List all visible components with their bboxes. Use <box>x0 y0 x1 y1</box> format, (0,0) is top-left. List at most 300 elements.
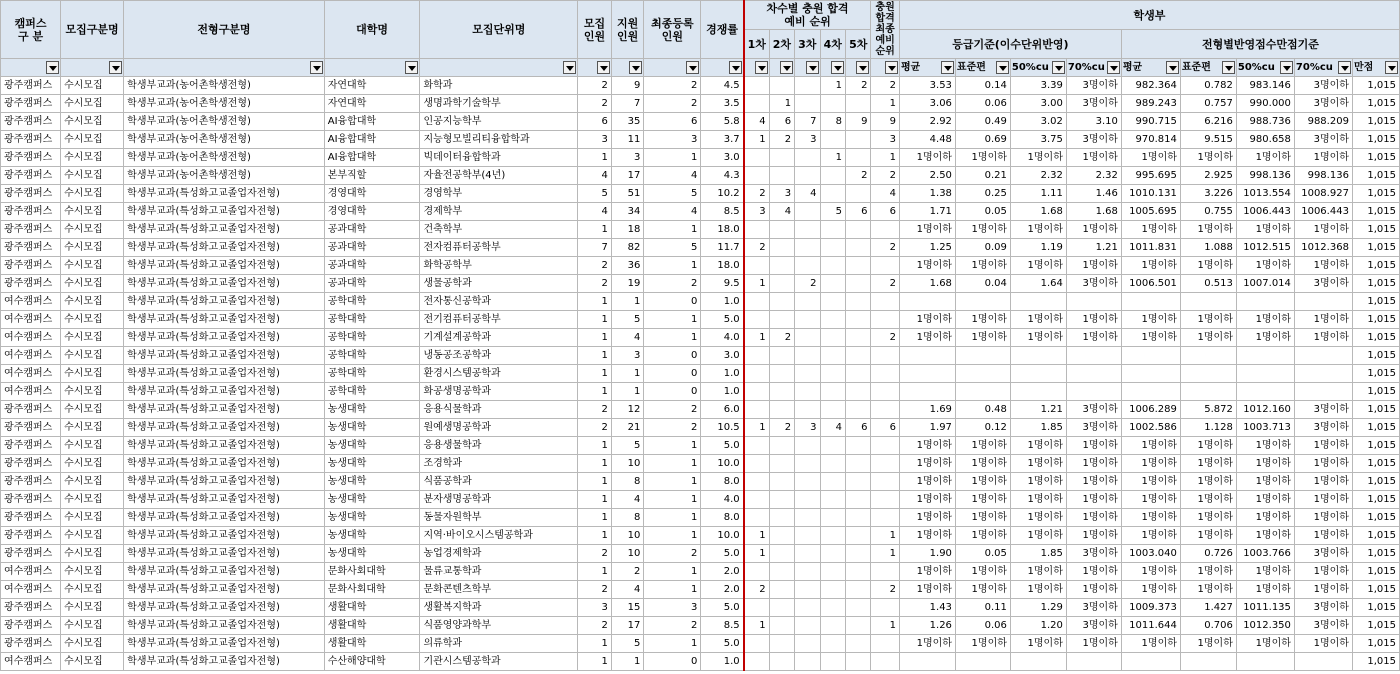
cell-s-50[interactable]: 1명이하 <box>1236 581 1294 599</box>
cell-admission-type[interactable]: 학생부교과(특성화고교졸업자전형) <box>124 221 325 239</box>
cell-g-std[interactable]: 0.06 <box>955 95 1010 113</box>
cell-s-70[interactable]: 1명이하 <box>1294 311 1352 329</box>
cell-college[interactable]: 농생대학 <box>324 455 420 473</box>
cell-w5[interactable] <box>845 95 870 113</box>
cell-unit[interactable]: 식품공학과 <box>420 473 578 491</box>
cell-s-70[interactable]: 3명이하 <box>1294 275 1352 293</box>
cell-unit[interactable]: 냉동공조공학과 <box>420 347 578 365</box>
cell-w3[interactable] <box>795 491 820 509</box>
cell-g-70[interactable]: 1명이하 <box>1066 563 1121 581</box>
cell-campus[interactable]: 광주캠퍼스 <box>1 203 61 221</box>
cell-campus[interactable]: 광주캠퍼스 <box>1 455 61 473</box>
cell-w5[interactable] <box>845 383 870 401</box>
cell-recruit-type[interactable]: 수시모집 <box>61 131 124 149</box>
cell-w2[interactable]: 2 <box>769 419 794 437</box>
cell-w5[interactable] <box>845 617 870 635</box>
cell-unit[interactable]: 기계설계공학과 <box>420 329 578 347</box>
cell-w4[interactable] <box>820 383 845 401</box>
cell-g-50[interactable]: 1명이하 <box>1010 329 1066 347</box>
cell-applicants[interactable]: 4 <box>611 491 644 509</box>
cell-w1[interactable] <box>744 293 769 311</box>
cell-w4[interactable] <box>820 491 845 509</box>
cell-final-wait[interactable]: 2 <box>871 581 900 599</box>
cell-s-max[interactable]: 1,015 <box>1352 653 1399 671</box>
cell-w1[interactable]: 2 <box>744 185 769 203</box>
cell-final-wait[interactable]: 6 <box>871 203 900 221</box>
cell-final-wait[interactable] <box>871 653 900 671</box>
cell-quota[interactable]: 1 <box>578 509 612 527</box>
cell-g-std[interactable]: 0.05 <box>955 203 1010 221</box>
cell-w1[interactable]: 1 <box>744 419 769 437</box>
cell-quota[interactable]: 2 <box>578 617 612 635</box>
cell-s-50[interactable]: 1006.443 <box>1236 203 1294 221</box>
cell-w4[interactable] <box>820 167 845 185</box>
filter-dropdown-icon[interactable] <box>780 61 793 74</box>
cell-applicants[interactable]: 11 <box>611 131 644 149</box>
cell-g-50[interactable]: 1.64 <box>1010 275 1066 293</box>
cell-college[interactable]: 농생대학 <box>324 419 420 437</box>
cell-unit[interactable]: 환경시스템공학과 <box>420 365 578 383</box>
cell-admission-type[interactable]: 학생부교과(특성화고교졸업자전형) <box>124 617 325 635</box>
cell-g-50[interactable]: 1명이하 <box>1010 563 1066 581</box>
cell-recruit-type[interactable]: 수시모집 <box>61 257 124 275</box>
cell-unit[interactable]: 의류학과 <box>420 635 578 653</box>
cell-college[interactable]: 공학대학 <box>324 311 420 329</box>
cell-s-70[interactable]: 1명이하 <box>1294 257 1352 275</box>
cell-college[interactable]: 공학대학 <box>324 329 420 347</box>
cell-w2[interactable] <box>769 275 794 293</box>
cell-quota[interactable]: 4 <box>578 167 612 185</box>
cell-w3[interactable] <box>795 437 820 455</box>
cell-s-max[interactable]: 1,015 <box>1352 455 1399 473</box>
cell-s-avg[interactable]: 1명이하 <box>1121 635 1180 653</box>
cell-s-std[interactable]: 1명이하 <box>1180 527 1236 545</box>
cell-s-50[interactable]: 998.136 <box>1236 167 1294 185</box>
cell-campus[interactable]: 여수캠퍼스 <box>1 365 61 383</box>
cell-g-std[interactable]: 0.14 <box>955 77 1010 95</box>
cell-s-50[interactable] <box>1236 293 1294 311</box>
cell-g-avg[interactable]: 1명이하 <box>899 491 955 509</box>
cell-college[interactable]: 농생대학 <box>324 509 420 527</box>
cell-w1[interactable] <box>744 149 769 167</box>
cell-s-max[interactable]: 1,015 <box>1352 599 1399 617</box>
cell-w1[interactable]: 1 <box>744 527 769 545</box>
cell-s-50[interactable]: 1003.713 <box>1236 419 1294 437</box>
cell-w3[interactable] <box>795 239 820 257</box>
cell-s-std[interactable]: 0.757 <box>1180 95 1236 113</box>
cell-w1[interactable] <box>744 635 769 653</box>
cell-g-std[interactable]: 0.06 <box>955 617 1010 635</box>
cell-w4[interactable] <box>820 653 845 671</box>
cell-g-70[interactable]: 1명이하 <box>1066 437 1121 455</box>
cell-ratio[interactable]: 1.0 <box>701 383 744 401</box>
cell-g-std[interactable]: 1명이하 <box>955 149 1010 167</box>
cell-g-70[interactable] <box>1066 365 1121 383</box>
cell-unit[interactable]: 건축학부 <box>420 221 578 239</box>
cell-quota[interactable]: 2 <box>578 581 612 599</box>
cell-ratio[interactable]: 8.0 <box>701 509 744 527</box>
cell-admission-type[interactable]: 학생부교과(특성화고교졸업자전형) <box>124 239 325 257</box>
cell-s-max[interactable]: 1,015 <box>1352 203 1399 221</box>
cell-g-std[interactable]: 1명이하 <box>955 581 1010 599</box>
filter-dropdown-icon[interactable] <box>1052 61 1065 74</box>
cell-unit[interactable]: 조경학과 <box>420 455 578 473</box>
cell-g-70[interactable] <box>1066 293 1121 311</box>
cell-g-70[interactable]: 3명이하 <box>1066 545 1121 563</box>
cell-s-std[interactable]: 1명이하 <box>1180 491 1236 509</box>
cell-w1[interactable] <box>744 491 769 509</box>
cell-g-avg[interactable]: 1명이하 <box>899 437 955 455</box>
cell-unit[interactable]: 원예생명공학과 <box>420 419 578 437</box>
cell-recruit-type[interactable]: 수시모집 <box>61 383 124 401</box>
cell-s-70[interactable]: 988.209 <box>1294 113 1352 131</box>
cell-w3[interactable]: 4 <box>795 185 820 203</box>
cell-quota[interactable]: 5 <box>578 185 612 203</box>
cell-w3[interactable] <box>795 77 820 95</box>
cell-s-70[interactable]: 1명이하 <box>1294 509 1352 527</box>
cell-s-50[interactable]: 1011.135 <box>1236 599 1294 617</box>
cell-w2[interactable] <box>769 635 794 653</box>
cell-w1[interactable] <box>744 221 769 239</box>
cell-g-70[interactable]: 1명이하 <box>1066 635 1121 653</box>
cell-w3[interactable] <box>795 545 820 563</box>
cell-final-enrolled[interactable]: 1 <box>644 455 701 473</box>
cell-w4[interactable]: 5 <box>820 203 845 221</box>
cell-w1[interactable] <box>744 365 769 383</box>
cell-g-70[interactable]: 1명이하 <box>1066 311 1121 329</box>
cell-college[interactable]: 농생대학 <box>324 527 420 545</box>
cell-w4[interactable] <box>820 131 845 149</box>
cell-quota[interactable]: 1 <box>578 455 612 473</box>
cell-s-max[interactable]: 1,015 <box>1352 239 1399 257</box>
cell-s-avg[interactable]: 1명이하 <box>1121 221 1180 239</box>
cell-s-50[interactable]: 988.736 <box>1236 113 1294 131</box>
cell-recruit-type[interactable]: 수시모집 <box>61 203 124 221</box>
cell-g-70[interactable] <box>1066 347 1121 365</box>
cell-final-wait[interactable]: 9 <box>871 113 900 131</box>
cell-campus[interactable]: 광주캠퍼스 <box>1 473 61 491</box>
cell-unit[interactable]: 전자컴퓨터공학부 <box>420 239 578 257</box>
cell-w3[interactable] <box>795 95 820 113</box>
cell-w5[interactable] <box>845 545 870 563</box>
filter-dropdown-icon[interactable] <box>597 61 610 74</box>
cell-s-std[interactable] <box>1180 347 1236 365</box>
filter-dropdown-icon[interactable] <box>629 61 642 74</box>
cell-w2[interactable]: 6 <box>769 113 794 131</box>
cell-final-enrolled[interactable]: 2 <box>644 95 701 113</box>
cell-campus[interactable]: 광주캠퍼스 <box>1 257 61 275</box>
cell-ratio[interactable]: 3.5 <box>701 95 744 113</box>
cell-ratio[interactable]: 10.5 <box>701 419 744 437</box>
cell-s-70[interactable] <box>1294 347 1352 365</box>
cell-applicants[interactable]: 2 <box>611 563 644 581</box>
cell-college[interactable]: 공학대학 <box>324 365 420 383</box>
cell-s-70[interactable] <box>1294 365 1352 383</box>
cell-s-50[interactable]: 1명이하 <box>1236 149 1294 167</box>
cell-applicants[interactable]: 5 <box>611 437 644 455</box>
cell-g-70[interactable]: 1명이하 <box>1066 527 1121 545</box>
cell-w5[interactable] <box>845 491 870 509</box>
cell-final-wait[interactable] <box>871 365 900 383</box>
cell-g-std[interactable]: 1명이하 <box>955 635 1010 653</box>
cell-s-50[interactable] <box>1236 653 1294 671</box>
cell-g-std[interactable]: 1명이하 <box>955 491 1010 509</box>
cell-s-std[interactable]: 2.925 <box>1180 167 1236 185</box>
cell-g-std[interactable]: 0.04 <box>955 275 1010 293</box>
cell-s-max[interactable]: 1,015 <box>1352 185 1399 203</box>
cell-g-std[interactable]: 1명이하 <box>955 437 1010 455</box>
cell-recruit-type[interactable]: 수시모집 <box>61 509 124 527</box>
cell-s-70[interactable]: 1명이하 <box>1294 221 1352 239</box>
cell-s-std[interactable]: 1.427 <box>1180 599 1236 617</box>
cell-campus[interactable]: 여수캠퍼스 <box>1 311 61 329</box>
cell-final-enrolled[interactable]: 4 <box>644 167 701 185</box>
cell-college[interactable]: 수산해양대학 <box>324 653 420 671</box>
cell-final-enrolled[interactable]: 1 <box>644 221 701 239</box>
cell-final-wait[interactable] <box>871 293 900 311</box>
cell-college[interactable]: 농생대학 <box>324 545 420 563</box>
cell-w1[interactable]: 1 <box>744 329 769 347</box>
cell-campus[interactable]: 광주캠퍼스 <box>1 545 61 563</box>
cell-college[interactable]: 경영대학 <box>324 185 420 203</box>
cell-admission-type[interactable]: 학생부교과(특성화고교졸업자전형) <box>124 563 325 581</box>
cell-final-enrolled[interactable]: 1 <box>644 581 701 599</box>
cell-unit[interactable]: 동물자원학부 <box>420 509 578 527</box>
cell-quota[interactable]: 1 <box>578 563 612 581</box>
cell-s-max[interactable]: 1,015 <box>1352 545 1399 563</box>
cell-s-max[interactable]: 1,015 <box>1352 131 1399 149</box>
cell-w4[interactable]: 4 <box>820 419 845 437</box>
cell-final-enrolled[interactable]: 1 <box>644 311 701 329</box>
cell-w3[interactable] <box>795 653 820 671</box>
cell-s-70[interactable]: 1명이하 <box>1294 635 1352 653</box>
cell-s-std[interactable]: 5.872 <box>1180 401 1236 419</box>
cell-w1[interactable] <box>744 77 769 95</box>
cell-admission-type[interactable]: 학생부교과(농어촌학생전형) <box>124 77 325 95</box>
cell-final-enrolled[interactable]: 1 <box>644 509 701 527</box>
cell-final-wait[interactable]: 2 <box>871 77 900 95</box>
cell-admission-type[interactable]: 학생부교과(특성화고교졸업자전형) <box>124 527 325 545</box>
cell-g-50[interactable]: 1명이하 <box>1010 257 1066 275</box>
cell-recruit-type[interactable]: 수시모집 <box>61 329 124 347</box>
cell-g-70[interactable] <box>1066 383 1121 401</box>
cell-s-std[interactable]: 1명이하 <box>1180 581 1236 599</box>
cell-w4[interactable]: 8 <box>820 113 845 131</box>
cell-campus[interactable]: 여수캠퍼스 <box>1 581 61 599</box>
cell-g-avg[interactable] <box>899 365 955 383</box>
cell-w4[interactable] <box>820 599 845 617</box>
cell-unit[interactable]: 생물공학과 <box>420 275 578 293</box>
cell-w4[interactable] <box>820 437 845 455</box>
cell-applicants[interactable]: 1 <box>611 365 644 383</box>
cell-college[interactable]: 생활대학 <box>324 617 420 635</box>
cell-s-std[interactable]: 1명이하 <box>1180 563 1236 581</box>
cell-w4[interactable] <box>820 617 845 635</box>
cell-admission-type[interactable]: 학생부교과(특성화고교졸업자전형) <box>124 329 325 347</box>
cell-s-70[interactable]: 1명이하 <box>1294 455 1352 473</box>
cell-campus[interactable]: 광주캠퍼스 <box>1 113 61 131</box>
cell-ratio[interactable]: 10.0 <box>701 455 744 473</box>
cell-ratio[interactable]: 2.0 <box>701 563 744 581</box>
cell-g-70[interactable]: 3명이하 <box>1066 617 1121 635</box>
cell-w2[interactable] <box>769 257 794 275</box>
cell-w3[interactable] <box>795 527 820 545</box>
cell-unit[interactable]: 자율전공학부(4년) <box>420 167 578 185</box>
cell-campus[interactable]: 광주캠퍼스 <box>1 239 61 257</box>
cell-g-std[interactable]: 1명이하 <box>955 311 1010 329</box>
cell-s-std[interactable]: 1명이하 <box>1180 149 1236 167</box>
cell-w2[interactable] <box>769 167 794 185</box>
cell-s-50[interactable] <box>1236 383 1294 401</box>
cell-g-std[interactable]: 0.21 <box>955 167 1010 185</box>
cell-recruit-type[interactable]: 수시모집 <box>61 77 124 95</box>
cell-s-avg[interactable]: 989.243 <box>1121 95 1180 113</box>
cell-g-70[interactable]: 1.68 <box>1066 203 1121 221</box>
cell-s-70[interactable]: 1명이하 <box>1294 437 1352 455</box>
cell-admission-type[interactable]: 학생부교과(특성화고교졸업자전형) <box>124 311 325 329</box>
cell-g-50[interactable]: 1명이하 <box>1010 437 1066 455</box>
cell-admission-type[interactable]: 학생부교과(특성화고교졸업자전형) <box>124 293 325 311</box>
cell-ratio[interactable]: 9.5 <box>701 275 744 293</box>
cell-w5[interactable] <box>845 527 870 545</box>
cell-unit[interactable]: 인공지능학부 <box>420 113 578 131</box>
cell-w1[interactable] <box>744 401 769 419</box>
cell-s-50[interactable]: 1012.160 <box>1236 401 1294 419</box>
cell-w3[interactable] <box>795 329 820 347</box>
filter-dropdown-icon[interactable] <box>46 61 59 74</box>
cell-g-std[interactable]: 0.11 <box>955 599 1010 617</box>
cell-g-70[interactable]: 1명이하 <box>1066 257 1121 275</box>
cell-s-max[interactable]: 1,015 <box>1352 509 1399 527</box>
cell-ratio[interactable]: 5.8 <box>701 113 744 131</box>
cell-g-std[interactable]: 0.25 <box>955 185 1010 203</box>
cell-s-max[interactable]: 1,015 <box>1352 491 1399 509</box>
cell-s-std[interactable] <box>1180 653 1236 671</box>
cell-applicants[interactable]: 1 <box>611 293 644 311</box>
cell-campus[interactable]: 여수캠퍼스 <box>1 293 61 311</box>
cell-g-std[interactable] <box>955 293 1010 311</box>
cell-applicants[interactable]: 12 <box>611 401 644 419</box>
cell-w2[interactable] <box>769 77 794 95</box>
cell-w1[interactable]: 4 <box>744 113 769 131</box>
cell-unit[interactable]: 응용생물학과 <box>420 437 578 455</box>
cell-s-70[interactable]: 1명이하 <box>1294 491 1352 509</box>
cell-quota[interactable]: 7 <box>578 239 612 257</box>
cell-recruit-type[interactable]: 수시모집 <box>61 419 124 437</box>
cell-final-wait[interactable]: 2 <box>871 239 900 257</box>
cell-g-50[interactable]: 1명이하 <box>1010 509 1066 527</box>
cell-applicants[interactable]: 1 <box>611 383 644 401</box>
cell-w4[interactable] <box>820 545 845 563</box>
cell-campus[interactable]: 광주캠퍼스 <box>1 617 61 635</box>
cell-college[interactable]: 경영대학 <box>324 203 420 221</box>
cell-g-avg[interactable]: 1.43 <box>899 599 955 617</box>
cell-g-std[interactable]: 0.48 <box>955 401 1010 419</box>
cell-w2[interactable] <box>769 473 794 491</box>
cell-admission-type[interactable]: 학생부교과(농어촌학생전형) <box>124 149 325 167</box>
cell-w2[interactable] <box>769 239 794 257</box>
filter-dropdown-icon[interactable] <box>831 61 844 74</box>
cell-applicants[interactable]: 5 <box>611 635 644 653</box>
cell-g-std[interactable] <box>955 383 1010 401</box>
cell-unit[interactable]: 물류교통학과 <box>420 563 578 581</box>
cell-campus[interactable]: 여수캠퍼스 <box>1 563 61 581</box>
cell-w3[interactable] <box>795 203 820 221</box>
cell-quota[interactable]: 2 <box>578 95 612 113</box>
cell-s-70[interactable]: 3명이하 <box>1294 599 1352 617</box>
cell-recruit-type[interactable]: 수시모집 <box>61 239 124 257</box>
cell-final-enrolled[interactable]: 2 <box>644 77 701 95</box>
cell-g-std[interactable]: 1명이하 <box>955 509 1010 527</box>
cell-w2[interactable] <box>769 383 794 401</box>
cell-admission-type[interactable]: 학생부교과(특성화고교졸업자전형) <box>124 599 325 617</box>
cell-unit[interactable]: 생명과학기술학부 <box>420 95 578 113</box>
cell-w2[interactable] <box>769 347 794 365</box>
cell-quota[interactable]: 1 <box>578 365 612 383</box>
cell-final-enrolled[interactable]: 2 <box>644 545 701 563</box>
cell-s-avg[interactable]: 1002.586 <box>1121 419 1180 437</box>
cell-g-avg[interactable] <box>899 293 955 311</box>
cell-w3[interactable] <box>795 617 820 635</box>
cell-g-std[interactable]: 1명이하 <box>955 329 1010 347</box>
cell-s-std[interactable]: 1명이하 <box>1180 635 1236 653</box>
cell-s-50[interactable]: 980.658 <box>1236 131 1294 149</box>
cell-w1[interactable]: 1 <box>744 545 769 563</box>
cell-g-70[interactable]: 3.10 <box>1066 113 1121 131</box>
cell-admission-type[interactable]: 학생부교과(특성화고교졸업자전형) <box>124 545 325 563</box>
cell-s-std[interactable]: 3.226 <box>1180 185 1236 203</box>
cell-g-50[interactable] <box>1010 365 1066 383</box>
cell-w4[interactable] <box>820 581 845 599</box>
cell-s-70[interactable]: 1012.368 <box>1294 239 1352 257</box>
cell-applicants[interactable]: 17 <box>611 617 644 635</box>
cell-s-70[interactable]: 1006.443 <box>1294 203 1352 221</box>
cell-w5[interactable]: 6 <box>845 419 870 437</box>
cell-final-wait[interactable] <box>871 635 900 653</box>
cell-college[interactable]: 농생대학 <box>324 473 420 491</box>
cell-w5[interactable] <box>845 221 870 239</box>
cell-ratio[interactable]: 1.0 <box>701 293 744 311</box>
cell-s-avg[interactable]: 1006.289 <box>1121 401 1180 419</box>
cell-g-avg[interactable] <box>899 347 955 365</box>
cell-w1[interactable] <box>744 347 769 365</box>
cell-w5[interactable] <box>845 293 870 311</box>
cell-w1[interactable]: 3 <box>744 203 769 221</box>
cell-w2[interactable] <box>769 365 794 383</box>
cell-campus[interactable]: 광주캠퍼스 <box>1 419 61 437</box>
cell-w2[interactable] <box>769 527 794 545</box>
cell-g-70[interactable]: 3명이하 <box>1066 599 1121 617</box>
cell-s-std[interactable]: 6.216 <box>1180 113 1236 131</box>
cell-s-50[interactable]: 1명이하 <box>1236 221 1294 239</box>
cell-quota[interactable]: 1 <box>578 311 612 329</box>
cell-final-enrolled[interactable]: 0 <box>644 653 701 671</box>
cell-college[interactable]: 문화사회대학 <box>324 563 420 581</box>
cell-admission-type[interactable]: 학생부교과(특성화고교졸업자전형) <box>124 581 325 599</box>
cell-unit[interactable]: 경제학부 <box>420 203 578 221</box>
cell-unit[interactable]: 화학공학부 <box>420 257 578 275</box>
cell-admission-type[interactable]: 학생부교과(특성화고교졸업자전형) <box>124 437 325 455</box>
cell-s-std[interactable]: 1.128 <box>1180 419 1236 437</box>
cell-g-50[interactable]: 1.21 <box>1010 401 1066 419</box>
cell-g-50[interactable]: 1명이하 <box>1010 491 1066 509</box>
cell-college[interactable]: 공과대학 <box>324 221 420 239</box>
cell-final-enrolled[interactable]: 1 <box>644 437 701 455</box>
cell-applicants[interactable]: 10 <box>611 527 644 545</box>
cell-final-enrolled[interactable]: 0 <box>644 365 701 383</box>
cell-s-std[interactable]: 1.088 <box>1180 239 1236 257</box>
cell-w3[interactable] <box>795 365 820 383</box>
